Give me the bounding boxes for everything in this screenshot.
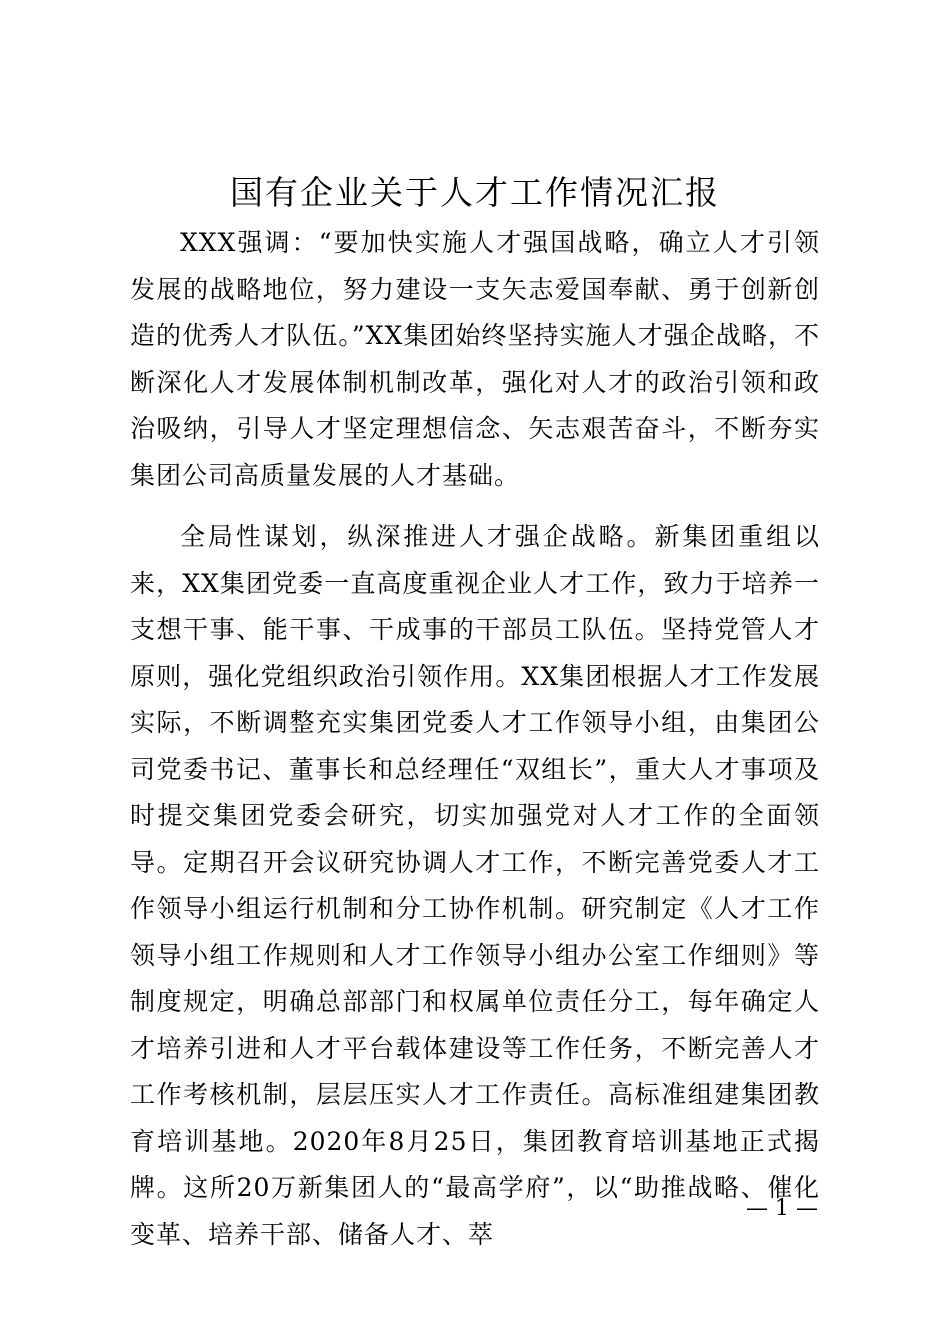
document-body [130,220,820,1258]
paragraph-intro: XXX强调：“要加快实施人才强国战略，确立人才引领发展的战略地位，努力建设一支矢志爱国奉献、勇于创新创造的优秀人才队伍。”XX集团始终坚持实施人才强企战略，不断深化人才发展体制机制改革，强化对人才的政治引领和政治吸纳，引导人才坚定理想信念、矢志艰苦奋斗，不断夯实集团公司高质量发展的人才基础。 [130,228,820,490]
page-number: — 1 — [746,1196,818,1221]
paragraph-strategy: 全局性谋划，纵深推进人才强企战略。新集团重组以来，XX集团党委一直高度重视企业人才工作，致力于培养一支想干事、能干事、干成事的干部员工队伍。坚持党管人才原则，强化党组织政治引领作用。XX集团根据人才工作发展实际，不断调整充实集团党委人才工作领导小组，由集团公司党委书记、董事长和总经理任“双组长”，重大人才事项及时提交集团党委会研究，切实加强党对人才工作的全面领导。定期召开会议研究协调人才工作，不断完善党委人才工作领导小组运行机制和分工协作机制。研究制定《人才工作领导小组工作规则和人才工作领导小组办公室工作细则》等制度规定，明确总部部门和权属单位责任分工，每年确定人才培养引进和人才平台载体建设等工作任务，不断完善人才工作考核机制，层层压实人才工作责任。高标准组建集团教育培训基地。2020年8月25日，集团教育培训基地正式揭牌。这所20万新集团人的“最高学府”，以“助推战略、催化变革、培养干部、储备人才、萃 [130,522,820,1249]
document-title: 国有企业关于人才工作情况汇报 [230,173,720,212]
